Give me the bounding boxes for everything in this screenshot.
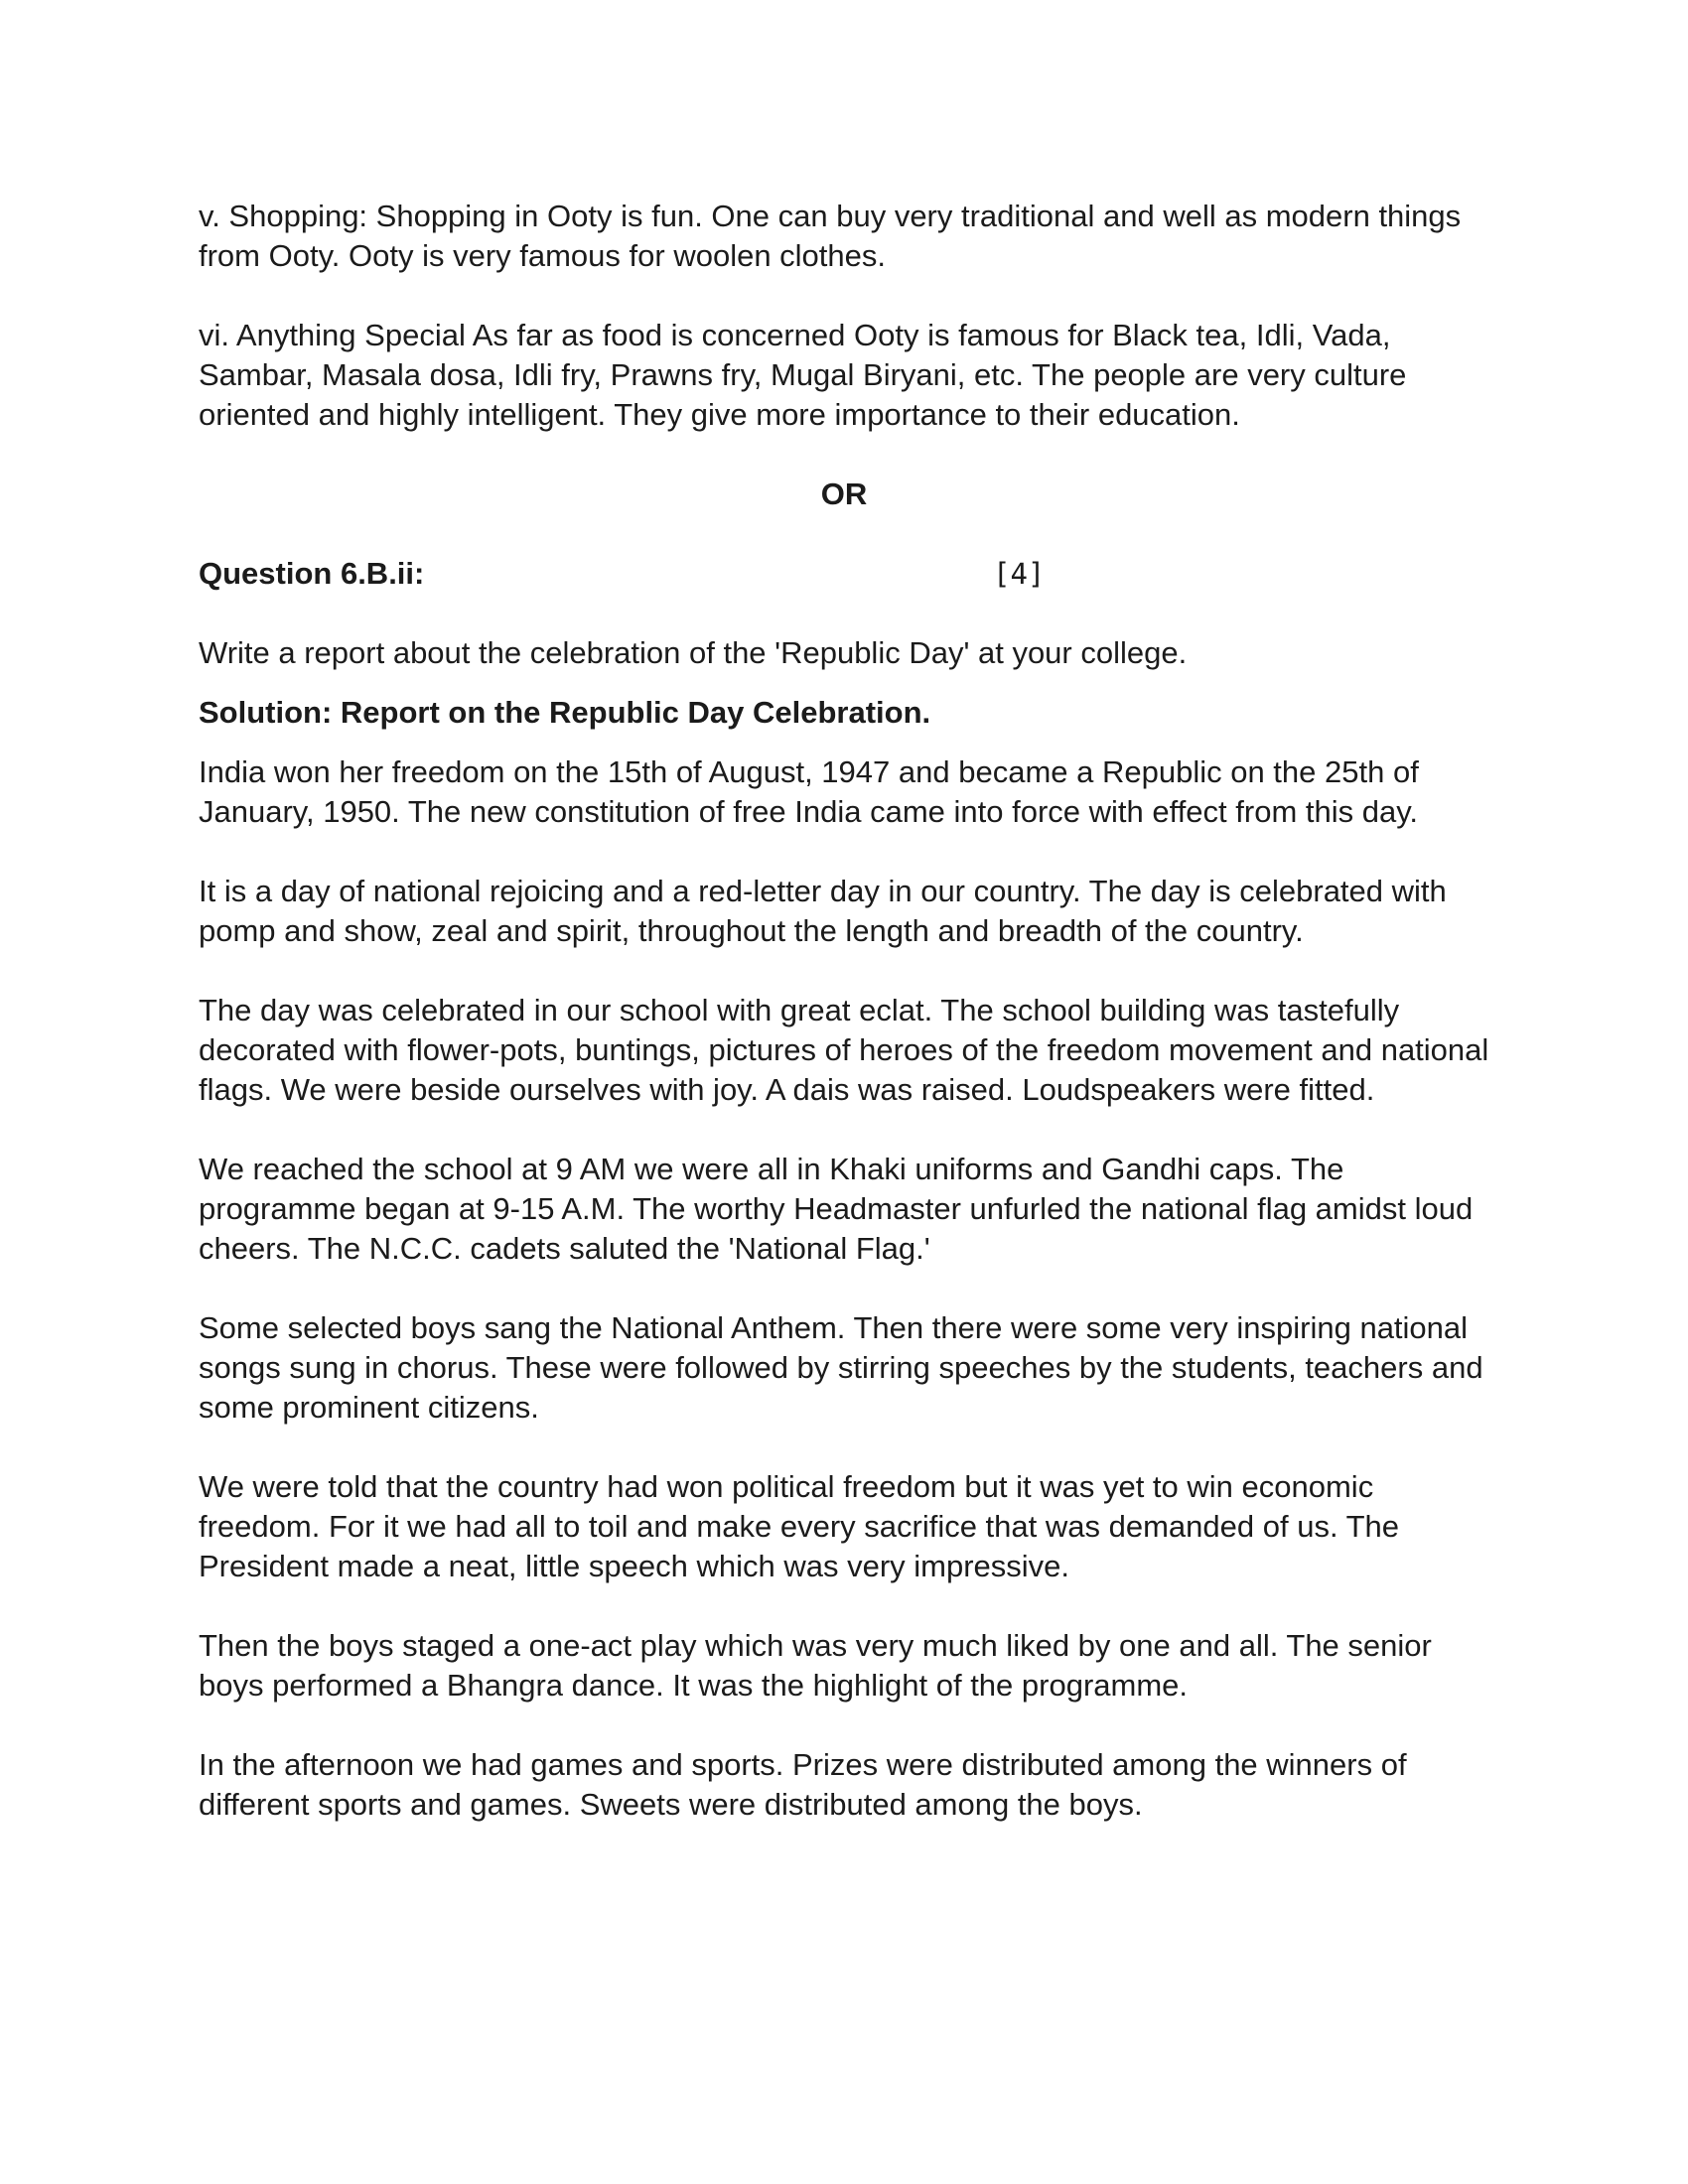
report-paragraph: It is a day of national rejoicing and a red-letter day in our country. The day is celebrated with pomp and show, zeal and spirit, throughout the length and breadth of the country. [199,874,1447,948]
report-paragraph: We reached the school at 9 AM we were all in Khaki uniforms and Gandhi caps. The programme began at 9-15 A.M. The worthy Headmaster unfurled the national flag amidst loud cheers. The N.C.C. cadets saluted the 'National Flag.' [199,1152,1474,1266]
question-label: Question 6.B.ii: [199,556,425,591]
or-separator: OR [820,477,868,511]
report-paragraph: Some selected boys sang the National Anthem. Then there were some very inspiring national songs sung in chorus. These were followed by stirring speeches by the students, teachers and some prominent citizens. [199,1310,1483,1425]
report-paragraph: We were told that the country had won political freedom but it was yet to win economic freedom. For it we had all to toil and make every sacrifice that was demanded of us. The President made a neat, little speech which was very impressive. [199,1469,1400,1583]
paragraph-shopping: v. Shopping: Shopping in Ooty is fun. One can buy very traditional and well as modern things from Ooty. Ooty is very famous for woolen clothes. [199,199,1462,273]
question-prompt: Write a report about the celebration of the 'Republic Day' at your college. [199,635,1188,670]
paragraph-anything-special: vi. Anything Special As far as food is concerned Ooty is famous for Black tea, Idli, Vada, Sambar, Masala dosa, Idli fry, Prawns fry, Mugal Biryani, etc. The people are very culture oriented and highly intelligent. They give more importance to their education. [199,318,1407,432]
report-paragraph: In the afternoon we had games and sports. Prizes were distributed among the winners of different sports and games. Sweets were distributed among the boys. [199,1747,1407,1822]
report-paragraph: The day was celebrated in our school with great eclat. The school building was tastefully decorated with flower-pots, buntings, pictures of heroes of the freedom movement and national flags. We were beside ourselves with joy. A dais was raised. Loudspeakers were fitted. [199,993,1489,1107]
document-page [199,197,1489,1864]
question-header [199,554,1489,594]
report-paragraph: India won her freedom on the 15th of August, 1947 and became a Republic on the 25th of January, 1950. The new constitution of free India came into force with effect from this day. [199,754,1419,829]
question-marks: [4] [993,557,1046,591]
report-paragraph: Then the boys staged a one-act play which was very much liked by one and all. The senior boys performed a Bhangra dance. It was the highlight of the programme. [199,1628,1432,1703]
solution-heading: Solution: Report on the Republic Day Celebration. [199,695,931,730]
